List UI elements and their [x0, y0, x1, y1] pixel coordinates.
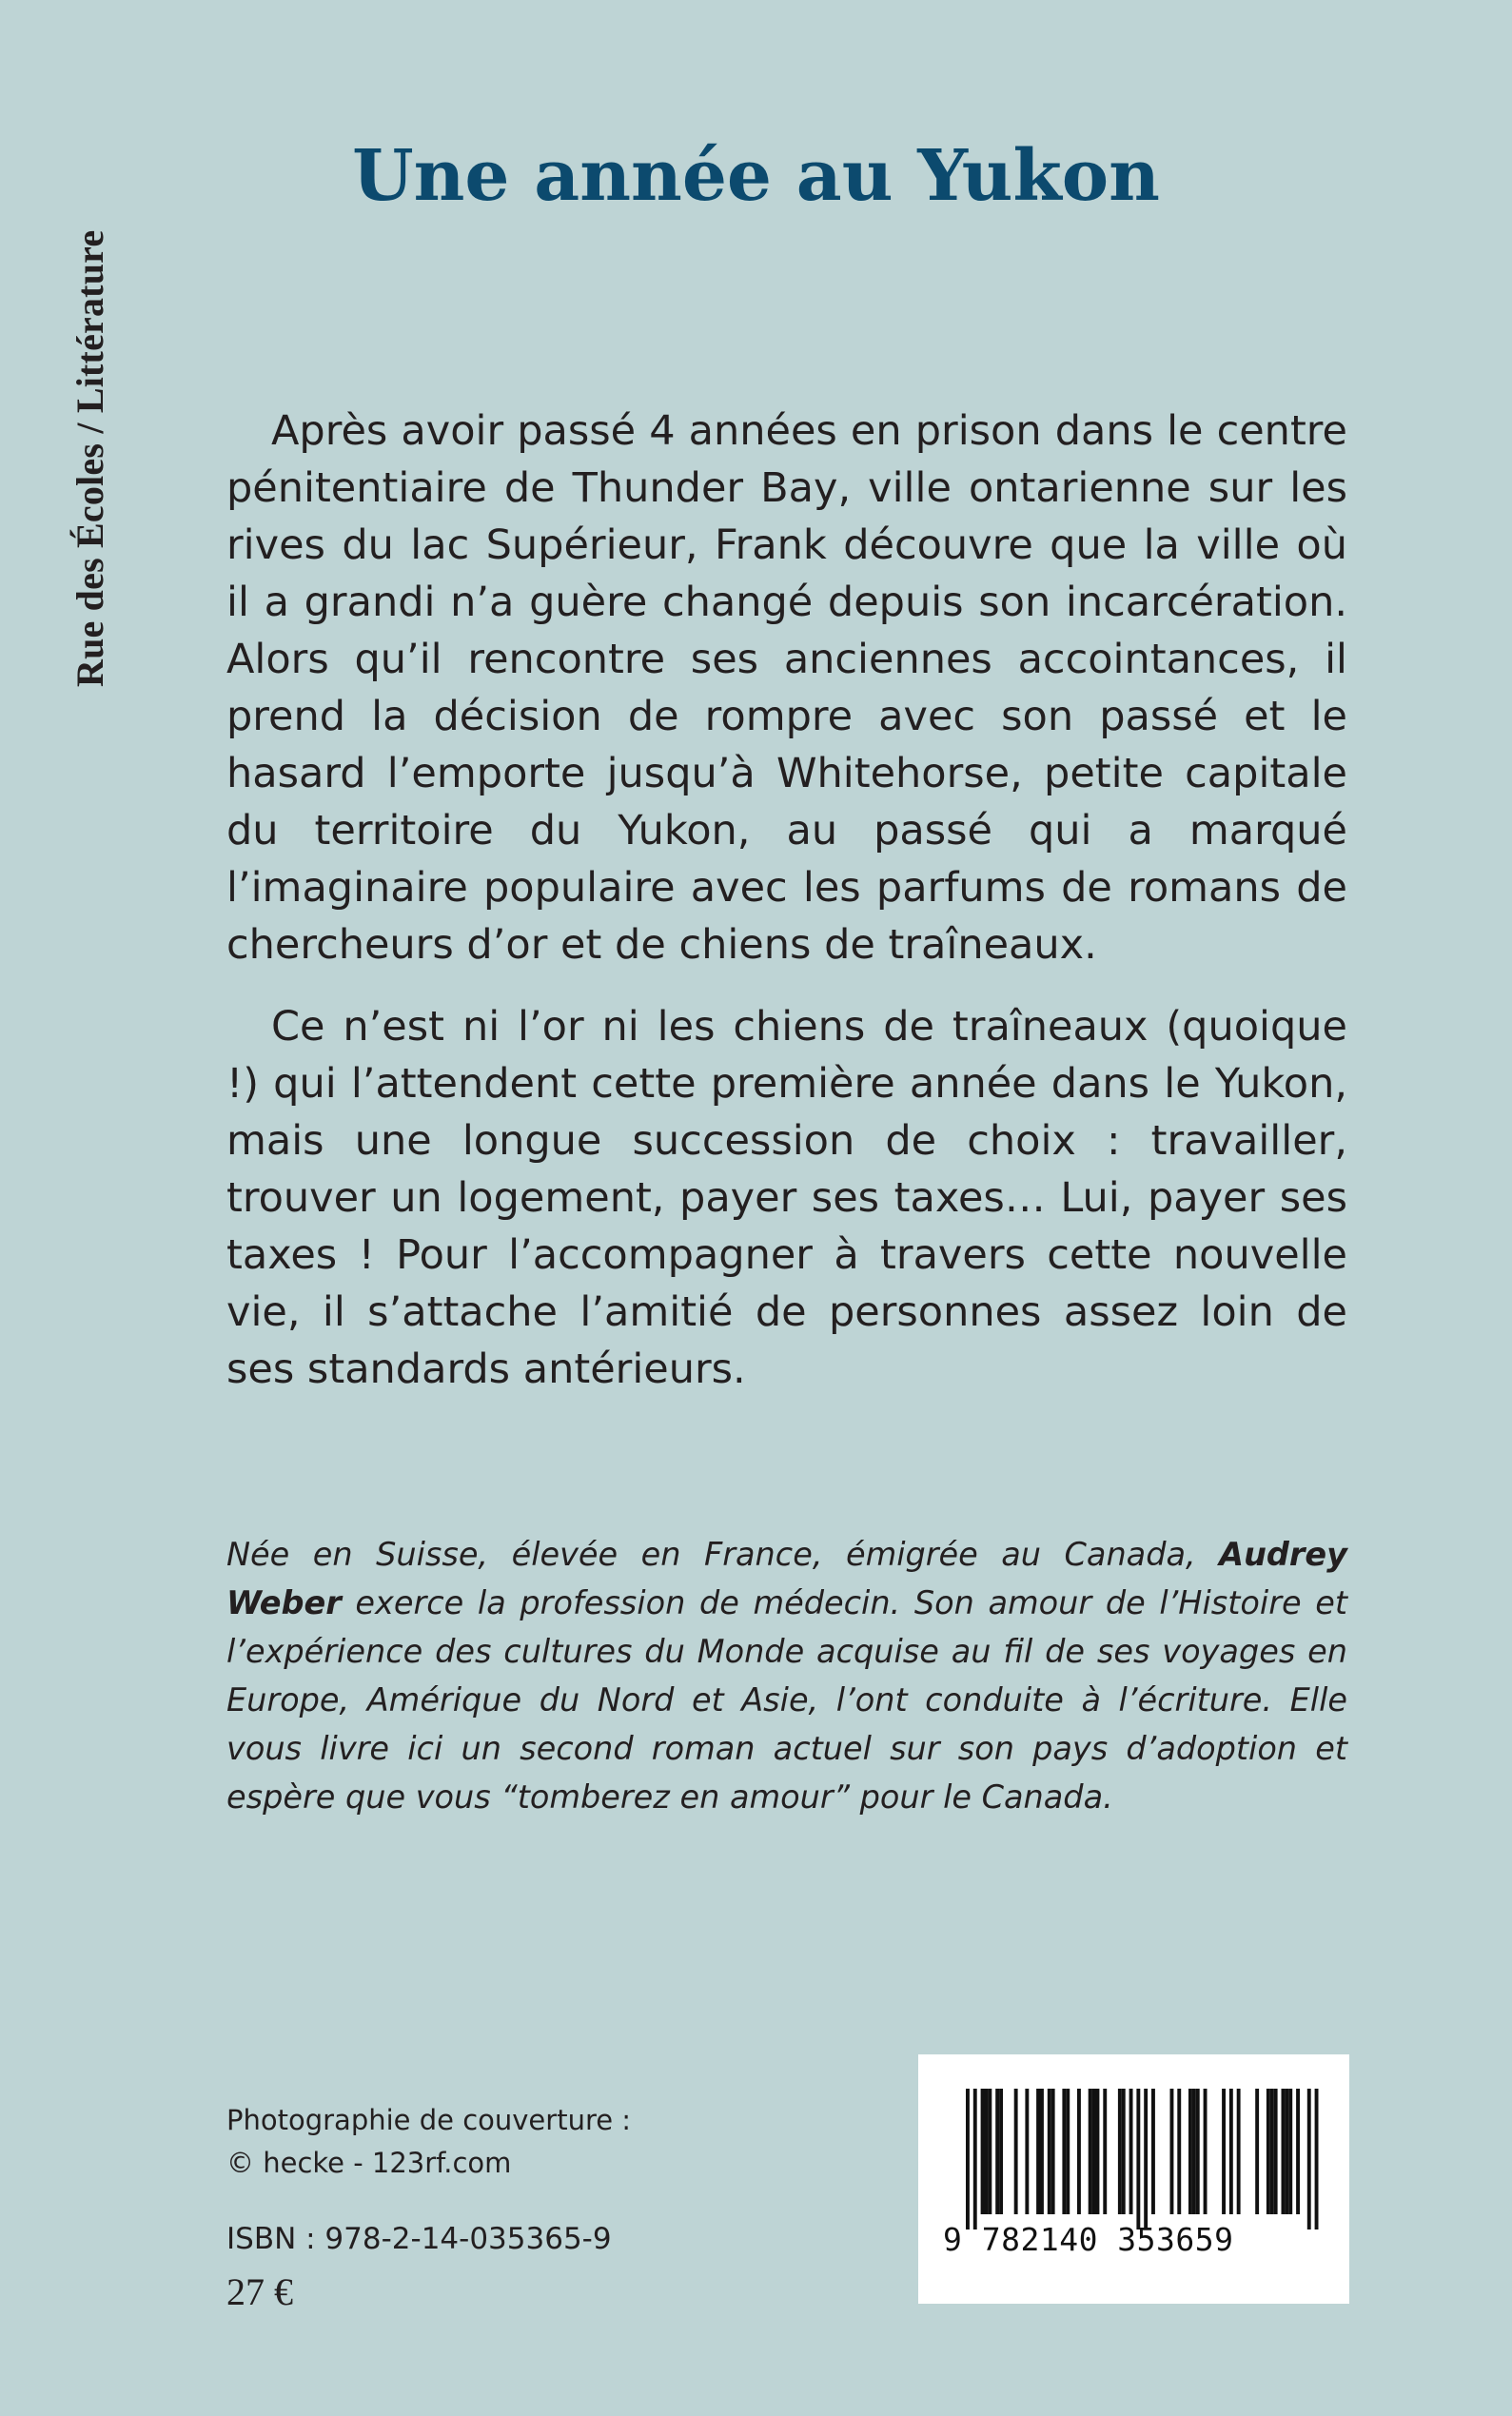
barcode-bar: [1177, 2089, 1181, 2214]
bio-text: exerce la profession de médecin. Son amour de l’Histoire et l’expérience des cultures du Monde acquise au fil de ses voyages en Europe, Amérique du Nord et Asie, l’ont conduite à l’écriture. Elle vous livre ici un second roman actuel sur son pays d’adoption et espère que vous “tomberez en amour” pour le Canada.: [226, 1584, 1347, 1816]
barcode-bar: [1255, 2089, 1259, 2214]
barcode-bar: [1092, 2089, 1096, 2214]
photo-credits: [226, 2099, 631, 2185]
barcode-bar: [985, 2089, 989, 2214]
barcode-bar: [1196, 2089, 1200, 2214]
barcode-bar: [1066, 2089, 1070, 2214]
barcode-bar: [1014, 2089, 1018, 2214]
barcode-bars: [918, 2054, 1349, 2304]
book-title: [0, 135, 1512, 217]
synopsis-paragraph-1: Après avoir passé 4 années en prison dans le centre pénitentiaire de Thunder Bay, ville ontarienne sur les rives du lac Supérieur, Frank découvre que la ville où il a grandi n’a guère changé depuis son incarcération. Alors qu’il rencontre ses anciennes accointances, il prend la décision de rompre avec son passé et le hasard l’emporte jusqu’à Whitehorse, petite capitale du territoire du Yukon, au passé qui a marqué l’imaginaire populaire avec les parfums de romans de chercheurs d’or et de chiens de traîneaux.: [226, 407, 1347, 969]
barcode-bar: [1282, 2089, 1286, 2214]
barcode-bar: [1129, 2089, 1133, 2214]
barcode-bar: [1267, 2089, 1270, 2214]
barcode-bar: [1077, 2089, 1081, 2214]
barcode-bar: [1204, 2089, 1208, 2214]
barcode-bar: [995, 2089, 999, 2214]
barcode-bar: [1036, 2089, 1040, 2214]
price: 27 €: [226, 2270, 293, 2313]
barcode-bar: [1122, 2089, 1126, 2214]
barcode-bar: [1096, 2089, 1100, 2214]
barcode-bar: [1040, 2089, 1044, 2214]
barcode-bar: [999, 2089, 1003, 2214]
isbn: ISBN : 978-2-14-035365-9: [226, 2222, 612, 2256]
barcode-digits: 9 782140 353659: [943, 2221, 1234, 2258]
barcode-bar: [966, 2089, 970, 2229]
author-name: Audrey Weber: [226, 1536, 1347, 1621]
bio-intro: Née en Suisse, élevée en France, émigrée au Canada,: [226, 1536, 1196, 1573]
barcode-bar: [1307, 2089, 1311, 2229]
barcode-bar: [1144, 2089, 1148, 2229]
barcode-bar: [1062, 2089, 1066, 2214]
barcode-bar: [1229, 2089, 1233, 2214]
credits-line-2: © hecke - 123rf.com: [226, 2147, 512, 2179]
barcode-bar: [1188, 2089, 1192, 2214]
barcode-bar: [1222, 2089, 1226, 2214]
author-bio: [226, 1530, 1347, 1821]
barcode-bar: [1103, 2089, 1107, 2214]
barcode-bar: [1270, 2089, 1274, 2214]
barcode-bar: [1192, 2089, 1196, 2214]
barcode-bar: [1296, 2089, 1300, 2214]
book-title-text: Une année au Yukon: [352, 135, 1160, 217]
barcode-bar: [981, 2089, 985, 2214]
barcode-bar: [1288, 2089, 1292, 2214]
barcode-bar: [988, 2089, 992, 2214]
synopsis: [226, 403, 1347, 1398]
barcode-bar: [1285, 2089, 1288, 2214]
barcode-bar: [1274, 2089, 1278, 2214]
barcode-bar: [1048, 2089, 1051, 2214]
barcode-bar: [1170, 2089, 1174, 2214]
barcode-bar: [1118, 2089, 1122, 2214]
barcode-bar: [1315, 2089, 1319, 2229]
credits-line-1: Photographie de couverture :: [226, 2104, 632, 2136]
barcode-bar: [1089, 2089, 1092, 2214]
barcode-bar: [1237, 2089, 1241, 2214]
barcode: [918, 2054, 1349, 2304]
synopsis-paragraph-2: Ce n’est ni l’or ni les chiens de traîneaux (quoique !) qui l’attendent cette première année dans le Yukon, mais une longue succession de choix : travailler, trouver un logement, payer ses taxes… Lui, payer ses taxes ! Pour l’accompagner à travers cette nouvelle vie, il s’attache l’amitié de personnes assez loin de ses standards antérieurs.: [226, 1003, 1347, 1393]
barcode-bar: [973, 2089, 977, 2229]
barcode-bar: [1051, 2089, 1055, 2214]
barcode-bar: [1151, 2089, 1155, 2214]
spine-label: Rue des Écoles / Littérature: [69, 229, 111, 687]
barcode-bar: [1025, 2089, 1029, 2214]
barcode-bar: [1136, 2089, 1140, 2229]
